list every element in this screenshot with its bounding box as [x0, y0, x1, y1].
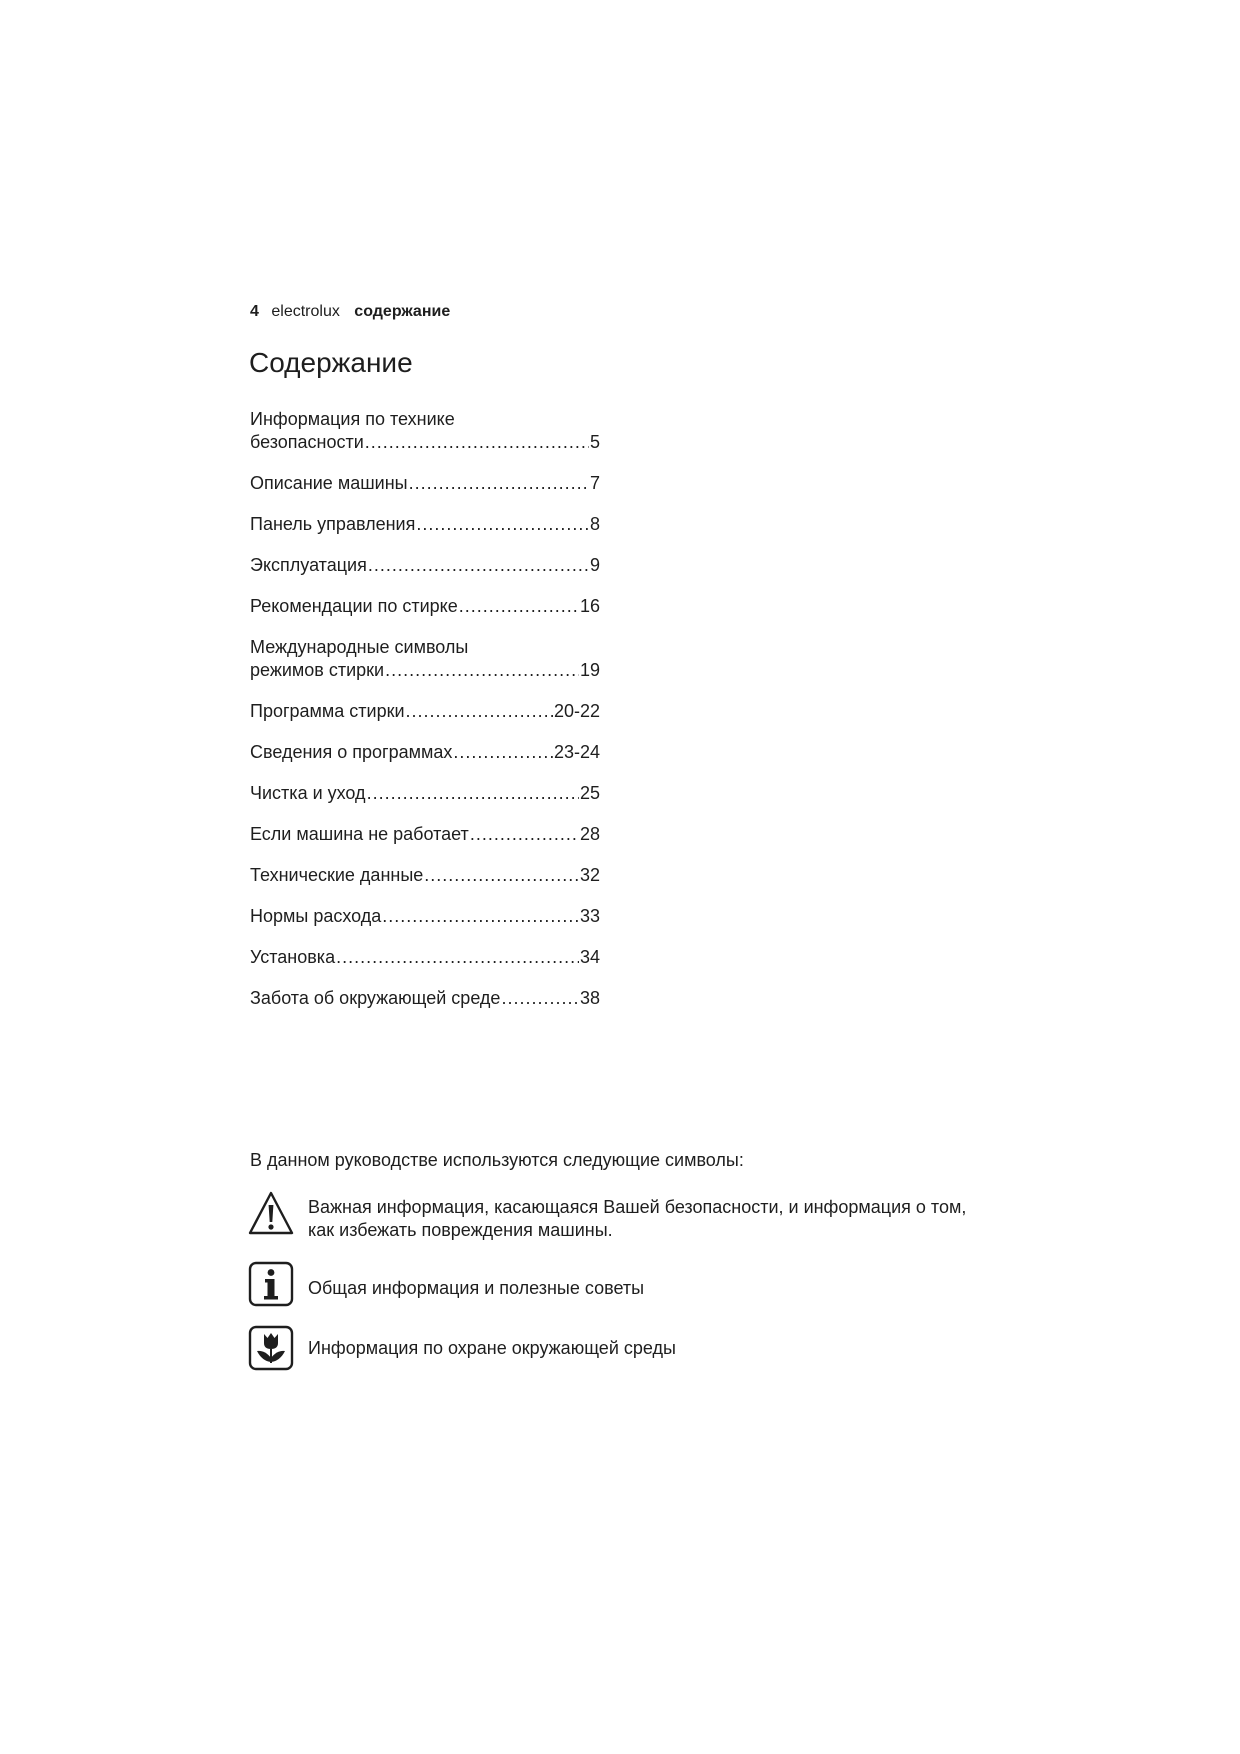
toc-entry-label: Рекомендации по стирке: [250, 596, 458, 616]
running-header: [250, 302, 450, 322]
toc-page-number: 25: [579, 783, 600, 803]
toc-entry[interactable]: [250, 472, 600, 495]
toc-entry[interactable]: [250, 823, 600, 846]
page-title: Содержание: [249, 347, 413, 378]
toc-entry-label: режимов стирки: [250, 660, 385, 680]
toc-page-number: 34: [579, 947, 600, 967]
page-number: 4: [250, 303, 259, 320]
toc-entry[interactable]: [250, 782, 600, 805]
warning-triangle-icon: [248, 1190, 294, 1236]
toc-entry-label: Нормы расхода: [250, 906, 382, 926]
toc-entry-label: Информация по технике: [250, 409, 455, 429]
dot-leader: [385, 659, 579, 682]
environment-flower-icon: [248, 1325, 294, 1371]
dot-leader: [368, 554, 589, 577]
toc-entry-label: безопасности: [250, 432, 364, 452]
dot-leader: [416, 513, 589, 536]
dot-leader: [367, 782, 579, 805]
brand-name: electrolux: [271, 303, 340, 320]
toc-entry[interactable]: [250, 905, 600, 928]
toc-entry-label: Забота об окружающей среде: [250, 988, 501, 1008]
toc-entry-label: Эксплуатация: [250, 555, 367, 575]
toc-page-number: 20-22: [553, 701, 600, 721]
toc-page-number: 16: [579, 596, 600, 616]
toc-entry-label: Чистка и уход: [250, 783, 366, 803]
dot-leader: [409, 472, 589, 495]
toc-page-number: 23-24: [553, 742, 600, 762]
toc-entry-label: Панель управления: [250, 514, 416, 534]
toc-entry[interactable]: [250, 987, 600, 1010]
dot-leader: [406, 700, 553, 723]
toc-entry-label: Технические данные: [250, 865, 424, 885]
toc-page-number: 33: [579, 906, 600, 926]
dot-leader: [382, 905, 579, 928]
toc-entry[interactable]: [250, 554, 600, 577]
legend-text: как избежать повреждения машины.: [308, 1220, 613, 1240]
dot-leader: [336, 946, 579, 969]
table-of-contents: [250, 408, 600, 1028]
dot-leader: [459, 595, 579, 618]
toc-entry[interactable]: [250, 700, 600, 723]
legend-item-environment: [248, 1325, 1008, 1371]
toc-entry[interactable]: [250, 513, 600, 536]
toc-entry-label: Если машина не работает: [250, 824, 469, 844]
dot-leader: [424, 864, 579, 887]
toc-entry[interactable]: [250, 636, 600, 682]
dot-leader: [453, 741, 553, 764]
toc-page-number: 32: [579, 865, 600, 885]
toc-page-number: 8: [589, 514, 600, 534]
legend-item-safety: [248, 1190, 1008, 1242]
toc-page-number: 28: [579, 824, 600, 844]
toc-entry[interactable]: [250, 408, 600, 454]
legend-text: Общая информация и полезные советы: [308, 1278, 645, 1298]
toc-page-number: 5: [589, 432, 600, 452]
toc-page-number: 19: [579, 660, 600, 680]
toc-page-number: 38: [579, 988, 600, 1008]
legend-text: Информация по охране окружающей среды: [308, 1338, 676, 1358]
toc-entry[interactable]: [250, 741, 600, 764]
toc-entry-label: Программа стирки: [250, 701, 405, 721]
toc-page-number: 7: [589, 473, 600, 493]
dot-leader: [470, 823, 579, 846]
toc-entry-label: Международные символы: [250, 637, 469, 657]
toc-entry[interactable]: [250, 946, 600, 969]
symbols-legend-intro: В данном руководстве используются следующие символы:: [250, 1150, 744, 1170]
section-name: содержание: [354, 303, 451, 320]
toc-page-number: 9: [589, 555, 600, 575]
toc-entry[interactable]: [250, 864, 600, 887]
toc-entry[interactable]: [250, 595, 600, 618]
legend-text: Важная информация, касающаяся Вашей безопасности, и информация о том,: [308, 1197, 967, 1217]
toc-entry-label: Описание машины: [250, 473, 408, 493]
toc-entry-label: Сведения о программах: [250, 742, 453, 762]
info-icon: [248, 1261, 294, 1307]
dot-leader: [501, 987, 579, 1010]
legend-item-info: [248, 1261, 1008, 1307]
dot-leader: [365, 431, 589, 454]
toc-entry-label: Установка: [250, 947, 336, 967]
